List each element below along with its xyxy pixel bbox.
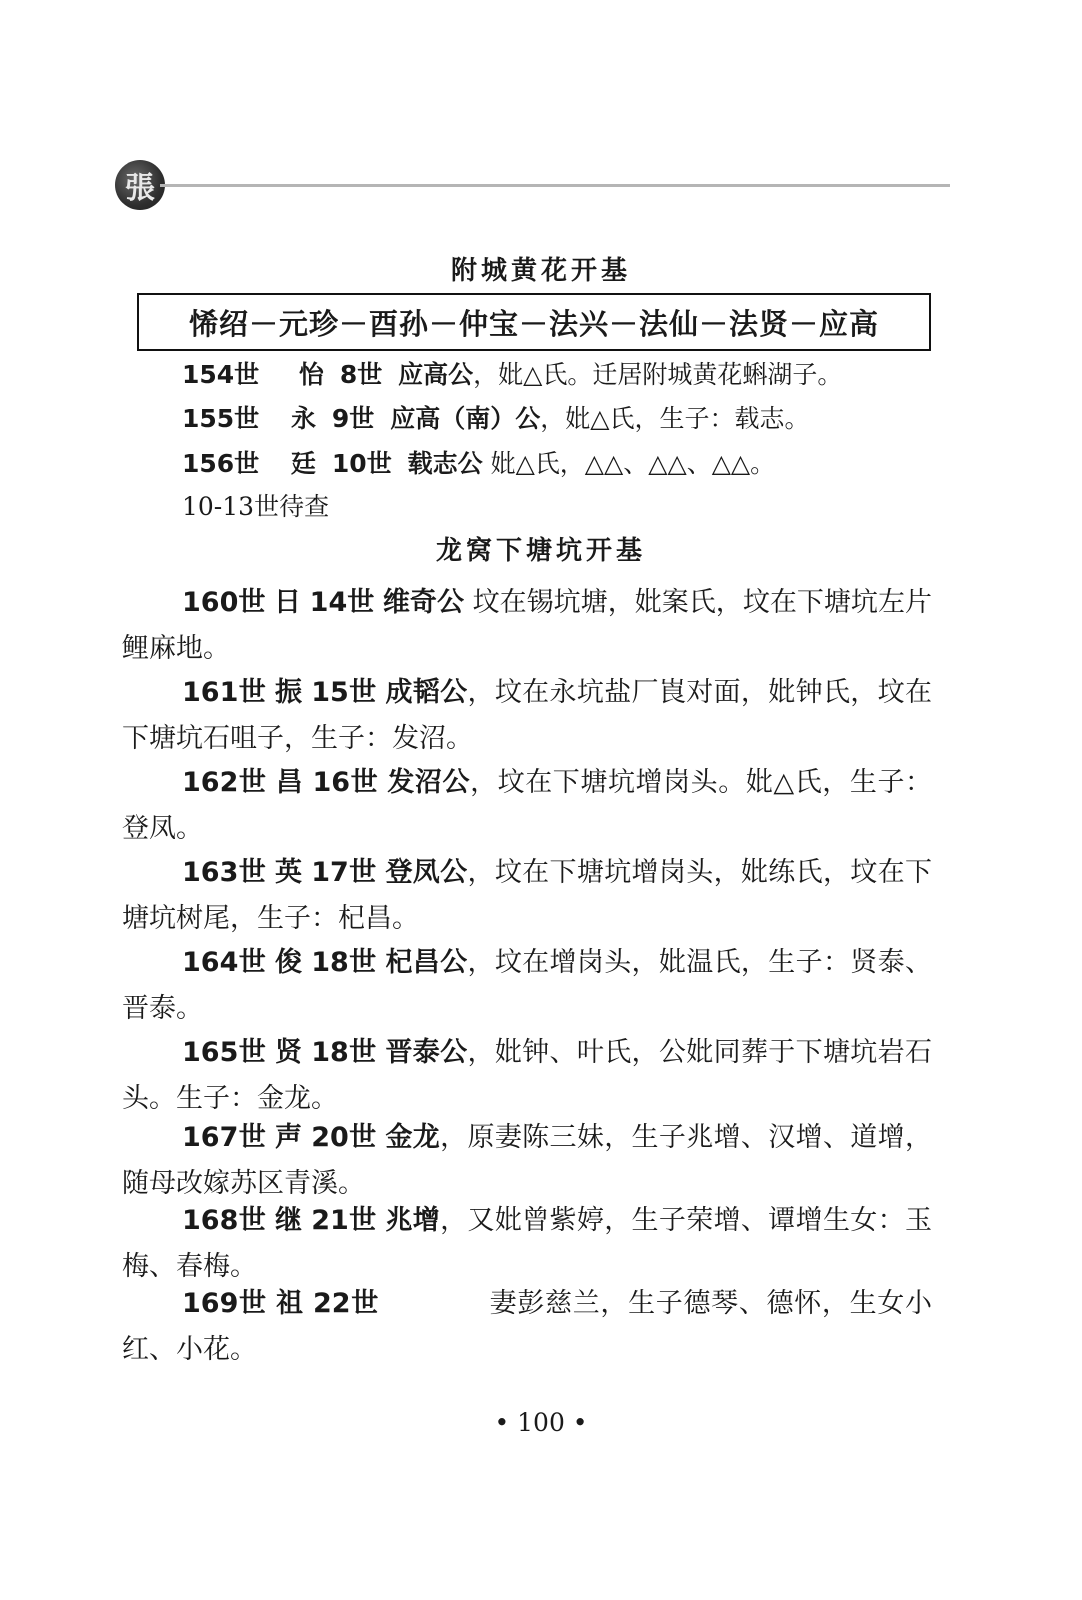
generation-number: 155世 [182,404,260,433]
entry-text: ，妣△氏。迁居附城黄花蝌湖子。 [473,360,843,389]
local-generation: 22世 [312,1288,379,1319]
local-generation: 14世 [309,587,375,618]
entry-text: ，坟在下塘坑增岗头，妣练氏，坟在下塘坑树尾，生子：杞昌。 [122,857,932,934]
lineage-text: 悕绍－元珍－酉孙－仲宝－法兴－法仙－法贤－应高 [188,306,879,341]
generation-number: 163世 [182,857,267,888]
entry-text: ，又妣曾紫婷，生子荣增、谭增生女：玉梅、春梅。 [122,1205,932,1282]
generation-name: 振 [274,677,303,708]
ancestor-name: 应高（南）公 [390,404,541,433]
entry-paragraph [122,760,932,852]
generation-name: 继 [274,1205,303,1236]
generation-name: 俊 [274,947,303,978]
entry-paragraph [122,850,932,942]
generation-name: 英 [274,857,303,888]
ancestor-name: 发沼公 [387,767,471,798]
emblem-char: 張 [125,171,155,206]
generation-number: 164世 [182,947,267,978]
ancestor-name: 金龙 [385,1122,441,1153]
entry-text: ，坟在增岗头，妣温氏，生子：贤泰、晋泰。 [122,947,932,1024]
header-rule [160,184,950,187]
generation-number: 161世 [182,677,267,708]
generation-number: 160世 [182,587,266,618]
ancestor-name: 应高公 [398,360,474,389]
local-generation: 15世 [311,677,377,708]
section-title-fucheng: 附城黄花开基 [450,256,631,286]
entry-paragraph [122,940,932,1032]
local-generation: 20世 [311,1122,377,1153]
local-generation: 18世 [311,947,377,978]
entry-line [182,451,775,476]
entry-text: ，妣△氏，生子：载志。 [540,404,810,433]
entry-paragraph [122,1198,932,1290]
generation-name: 贤 [274,1037,303,1068]
local-generation: 16世 [312,767,379,798]
family-emblem-icon [115,160,165,210]
generation-number: 167世 [182,1122,267,1153]
entry-line [182,362,842,387]
ancestor-name: 晋泰公 [385,1037,468,1068]
lineage-box [137,293,931,351]
entry-paragraph [122,1030,932,1122]
generation-name: 永 [290,404,316,433]
entry-text: ，原妻陈三妹，生子兆增、汉增、道增，随母改嫁苏区青溪。 [122,1122,932,1199]
generation-name: 怡 [298,360,324,389]
entry-text: 妻彭慈兰，生子德琴、德怀，生女小红、小花。 [122,1288,932,1365]
generation-number: 156世 [182,449,260,478]
local-generation: 17世 [311,857,377,888]
pending-note: 10-13世待查 [182,492,330,521]
entry-text: ，妣钟、叶氏，公妣同葬于下塘坑岩石头。生子：金龙。 [122,1037,932,1114]
generation-number: 169世 [182,1288,267,1319]
generation-number: 165世 [182,1037,267,1068]
generation-number: 162世 [182,767,267,798]
local-generation: 8世 [339,360,383,389]
section-title-longwo: 龙窝下塘坑开基 [435,536,646,566]
ancestor-name: 杞昌公 [385,947,468,978]
entry-text: ，坟在永坑盐厂崀对面，妣钟氏，坟在下塘坑石咀子，生子：发沼。 [122,677,932,754]
ancestor-name: 成韬公 [385,677,468,708]
entry-paragraph [122,1115,932,1207]
page-number: • 100 • [494,1408,588,1437]
local-generation: 21世 [311,1205,377,1236]
ancestor-name: 兆增 [385,1205,441,1236]
entry-text: ，坟在下塘坑增岗头。妣△氏，生子：登凤。 [122,767,933,844]
generation-name: 声 [274,1122,303,1153]
ancestor-name: 载志公 [407,449,483,478]
generation-name: 廷 [290,449,316,478]
entry-text: 坟在锡坑塘，妣案氏，坟在下塘坑左片鲤麻地。 [122,587,932,664]
local-generation: 9世 [331,404,375,433]
entry-paragraph [122,670,932,762]
generation-name: 祖 [276,1288,304,1319]
generation-name: 昌 [275,767,304,798]
generation-number: 154世 [182,360,260,389]
ancestor-name: 维奇公 [382,587,464,618]
entry-text: 妣△氏，△△、△△、△△。 [482,449,776,478]
generation-name: 日 [274,587,302,618]
local-generation: 10世 [331,449,392,478]
entry-line [182,406,809,431]
entry-paragraph [122,580,932,672]
local-generation: 18世 [311,1037,377,1068]
ancestor-name: 登凤公 [385,857,468,888]
entry-paragraph [122,1281,932,1373]
generation-number: 168世 [182,1205,267,1236]
